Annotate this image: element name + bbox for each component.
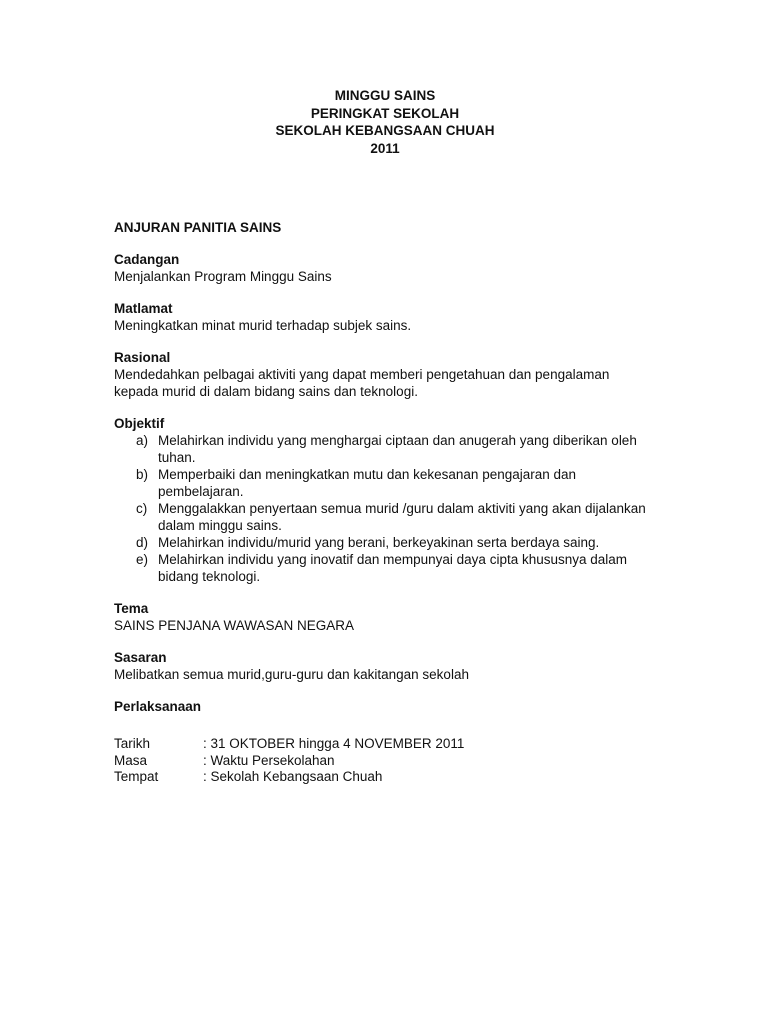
section-cadangan	[114, 251, 674, 285]
perlaksanaan-heading: Perlaksanaan	[114, 699, 202, 714]
title-line-4: 2011	[370, 140, 400, 156]
list-item	[114, 500, 658, 534]
document-title	[0, 87, 768, 157]
list-item-text: Melahirkan individu/murid yang berani, berkeyakinan serta berdaya saing.	[158, 535, 600, 550]
list-item-text: Memperbaiki dan meningkatkan mutu dan kekesanan pengajaran dan pembelajaran.	[158, 467, 577, 499]
rasional-heading: Rasional	[114, 350, 171, 365]
detail-row	[114, 753, 674, 770]
title-line-3: SEKOLAH KEBANGSAAN CHUAH	[275, 123, 495, 138]
detail-row	[114, 736, 674, 753]
objektif-list	[114, 432, 674, 585]
list-item	[114, 551, 658, 585]
section-matlamat	[114, 300, 674, 334]
detail-row	[114, 769, 674, 786]
detail-key: Masa	[114, 752, 148, 768]
list-item	[114, 432, 658, 466]
detail-value: : Waktu Persekolahan	[203, 752, 335, 768]
spacer	[114, 683, 674, 698]
spacer	[114, 334, 674, 349]
list-marker: a)	[136, 433, 149, 448]
organizer-heading: ANJURAN PANITIA SAINS	[114, 220, 282, 235]
section-sasaran	[114, 649, 674, 683]
document-body	[114, 219, 674, 786]
rasional-text: Mendedahkan pelbagai aktiviti yang dapat memberi pengetahuan dan pengalaman kepada murid di dalam bidang sains dan teknologi.	[114, 367, 610, 399]
detail-key: Tarikh	[114, 736, 151, 751]
spacer	[114, 400, 674, 415]
list-marker: e)	[136, 552, 149, 567]
spacer	[114, 634, 674, 649]
list-item-text: Melahirkan individu yang menghargai ciptaan dan anugerah yang diberikan oleh tuhan.	[158, 433, 637, 465]
tema-heading: Tema	[114, 601, 149, 616]
sasaran-heading: Sasaran	[114, 650, 167, 665]
list-item	[114, 534, 658, 551]
title-line-2: PERINGKAT SEKOLAH	[310, 105, 460, 121]
list-marker: b)	[136, 467, 149, 482]
detail-key: Tempat	[114, 769, 159, 784]
sasaran-text: Melibatkan semua murid,guru-guru dan kakitangan sekolah	[114, 667, 469, 682]
cadangan-text: Menjalankan Program Minggu Sains	[114, 269, 332, 284]
section-perlaksanaan	[114, 698, 674, 786]
tema-text: SAINS PENJANA WAWASAN NEGARA	[114, 618, 355, 633]
matlamat-heading: Matlamat	[114, 301, 173, 316]
list-marker: d)	[136, 535, 149, 550]
spacer	[114, 715, 674, 736]
spacer	[114, 236, 674, 251]
detail-value: : Sekolah Kebangsaan Chuah	[203, 769, 383, 784]
spacer	[114, 285, 674, 300]
cadangan-heading: Cadangan	[114, 252, 180, 267]
title-line-1: MINGGU SAINS	[334, 88, 436, 103]
spacer	[114, 585, 674, 600]
list-item-text: Menggalakkan penyertaan semua murid /guru dalam aktiviti yang akan dijalankan dalam minggu sains.	[158, 501, 646, 533]
detail-value: : 31 OKTOBER hingga 4 NOVEMBER 2011	[203, 736, 465, 751]
list-item-text: Melahirkan individu yang inovatif dan mempunyai daya cipta khususnya dalam bidang teknologi.	[158, 552, 628, 584]
section-objektif	[114, 415, 674, 585]
matlamat-text: Meningkatkan minat murid terhadap subjek sains.	[114, 318, 412, 333]
objektif-heading: Objektif	[114, 416, 165, 431]
section-tema	[114, 600, 674, 634]
list-marker: c)	[136, 501, 148, 516]
section-rasional	[114, 349, 674, 400]
list-item	[114, 466, 658, 500]
